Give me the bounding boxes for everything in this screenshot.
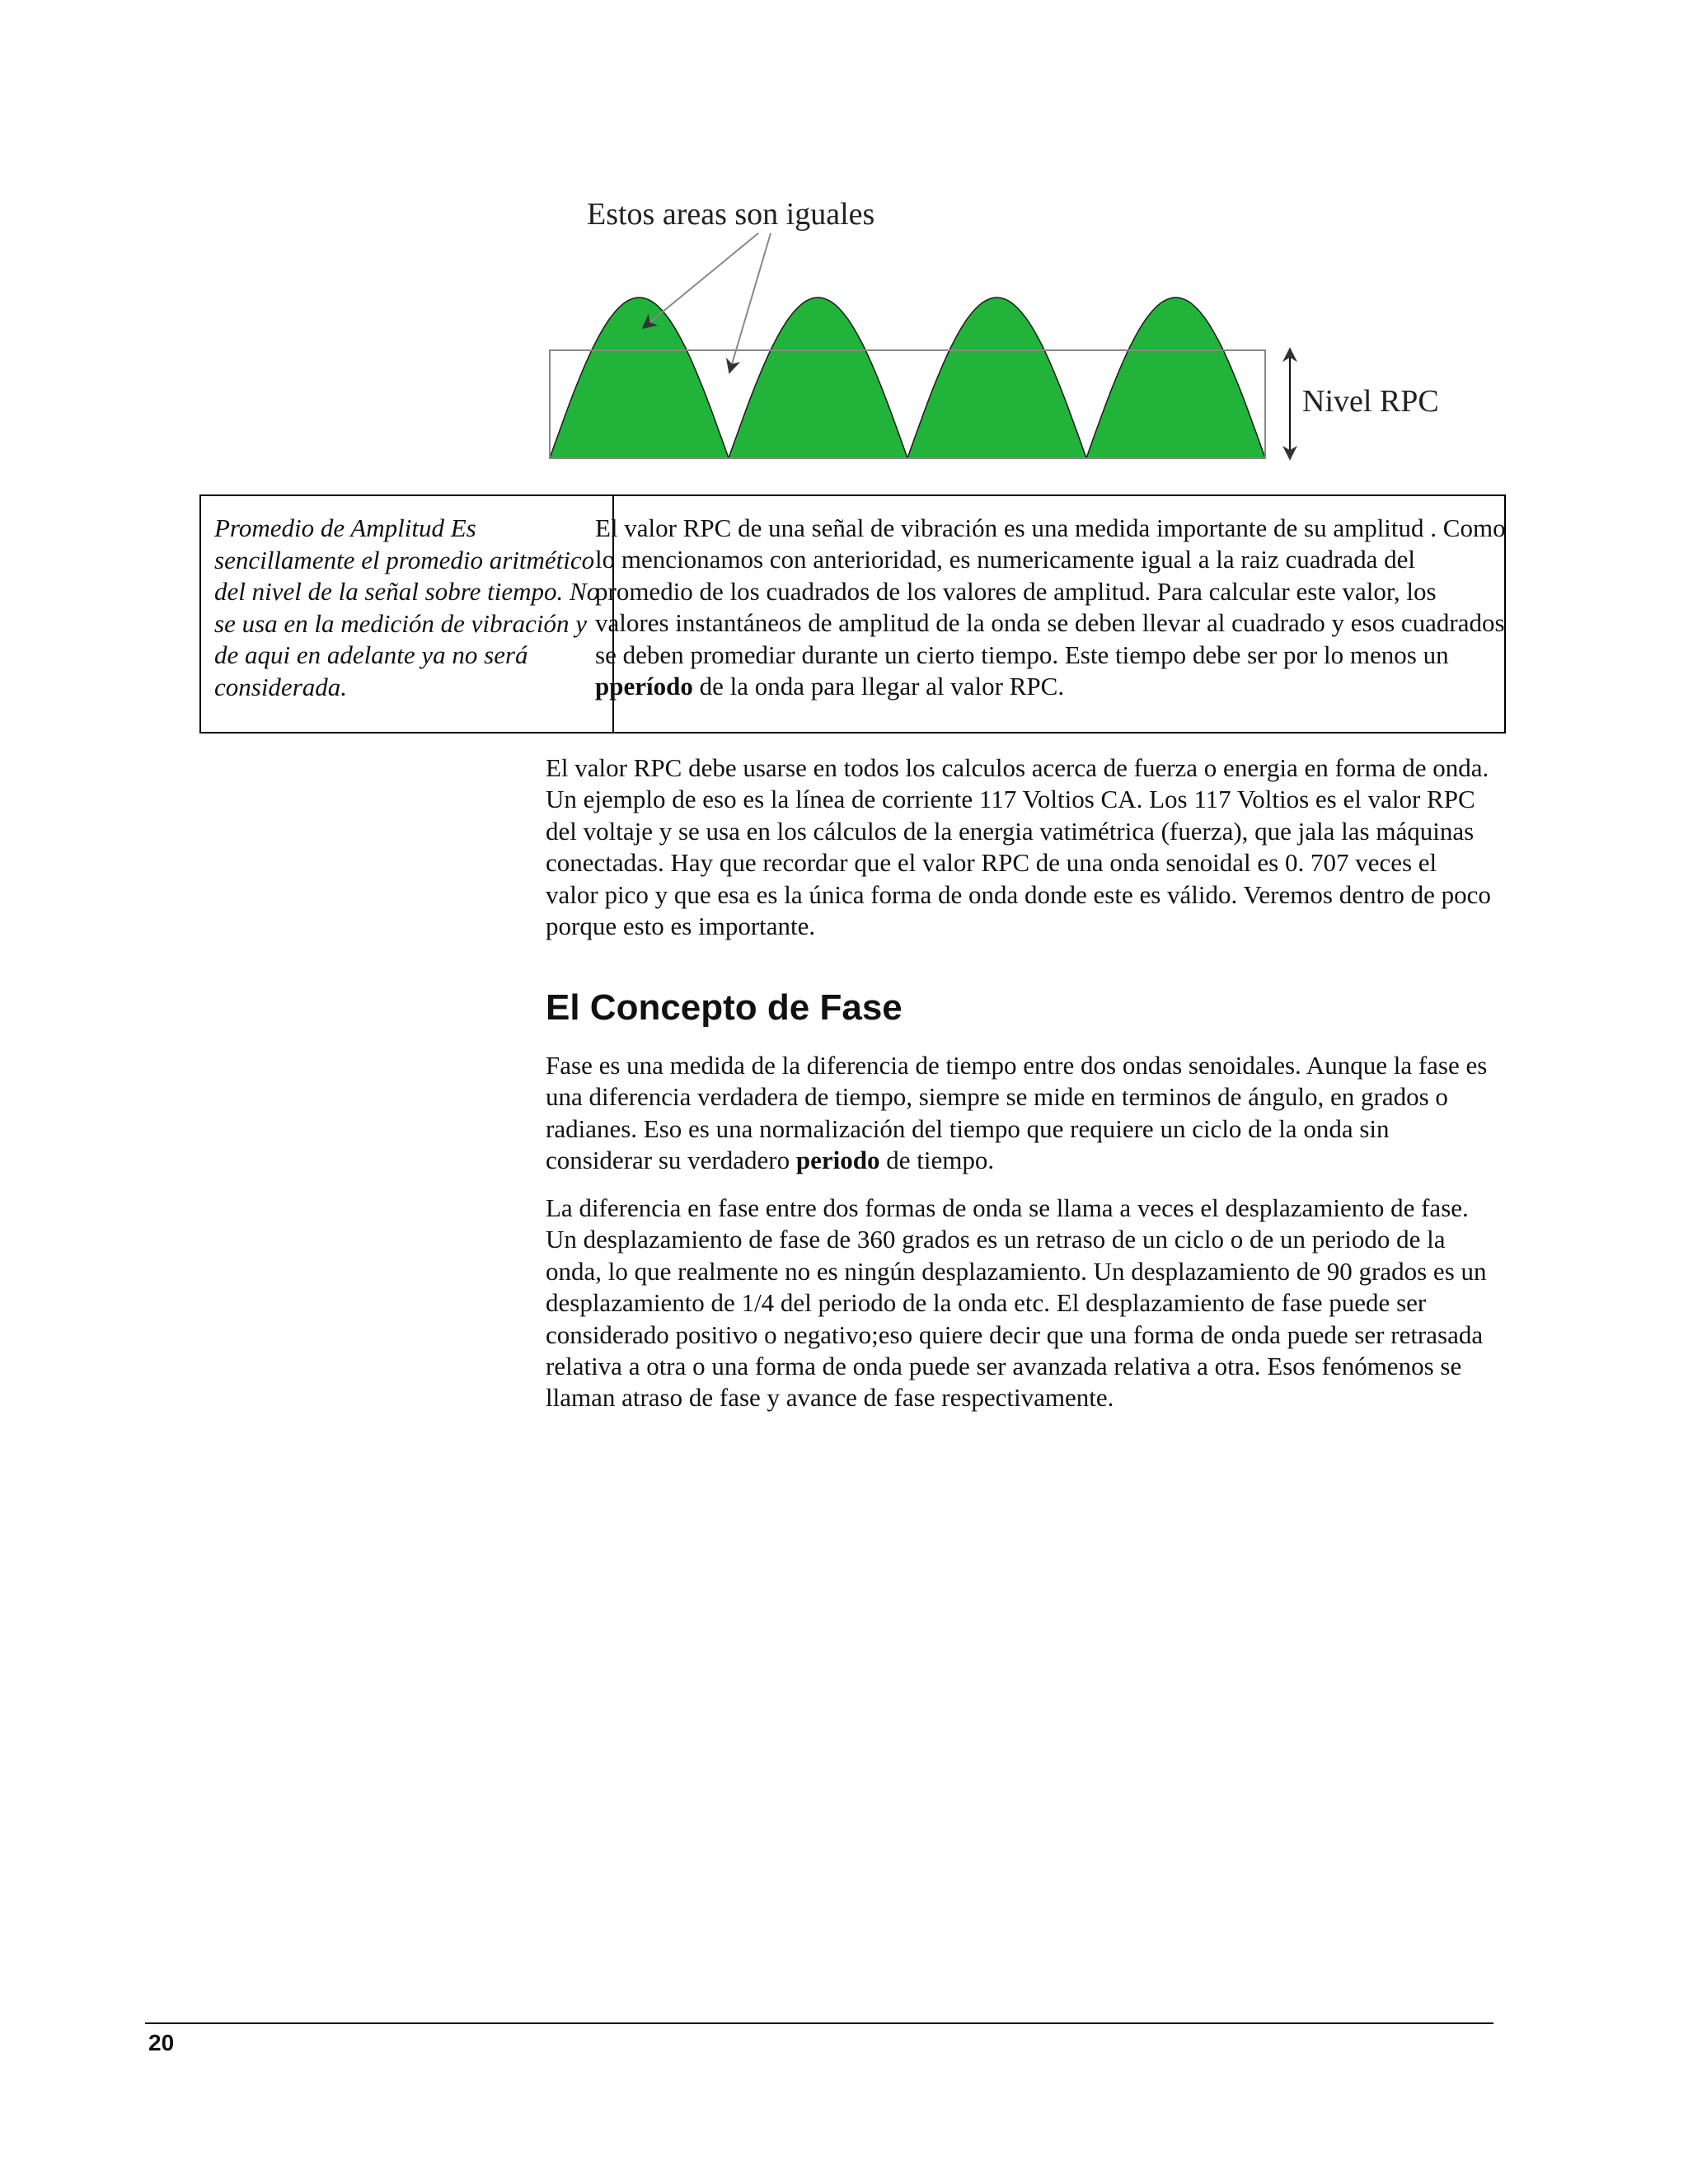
rpc-intro-text-end: de la onda para llegar al valor RPC.	[692, 672, 1065, 701]
phase-definition-text-end: de tiempo.	[879, 1146, 995, 1175]
rpc-usage-paragraph: El valor RPC debe usarse en todos los calculos acerca de fuerza o energia en forma de onda. Un ejemplo de eso es la línea de corriente 117 Voltios CA. Los 117 Voltios es el valor RPC del voltaje y se usa en los cálculos de la energia vatimétrica (fuerza), que jala las máquinas conectadas. Hay que recordar que el valor RPC de una onda senoidal es 0. 707 veces el valor pico y que esa es la única forma de onda donde este es válido. Veremos dentro de poco porque esto es importante.	[546, 753, 1491, 941]
sine-hump	[907, 298, 1086, 458]
rpc-intro-frame	[595, 494, 1506, 733]
phase-definition-paragraph	[546, 1050, 1493, 1177]
caption-pointer-left	[643, 233, 758, 328]
section-heading: El Concepto de Fase	[546, 987, 903, 1028]
sidebar-note: Promedio de Amplitud Es sencillamente el promedio aritmético del nivel de la señal sobre tiempo. No se usa en la medición de vibración y de aqui en adelante ya no será considerada.	[214, 513, 600, 701]
rpc-intro-paragraph	[595, 513, 1510, 702]
phase-shift-paragraph: La diferencia en fase entre dos formas de onda se llama a veces el desplazamiento de fase. Un desplazamiento de fase de 360 grados es un retraso de un ciclo o de un periodo de la onda, lo que realmente no es ningún desplazamiento. Un desplazamiento de 90 grados es un desplazamiento de 1/4 del periodo de la onda etc. El desplazamiento de fase puede ser considerado positivo o negativo;eso quiere decir que una forma de onda puede ser retrasada relativa a otra o una forma de onda puede ser avanzada relativa a otra. Esos fenómenos se llaman atraso de fase y avance de fase respectivamente.	[546, 1193, 1487, 1413]
page-number: 20	[148, 2030, 175, 2055]
sine-hump	[1086, 298, 1265, 458]
rpc-intro-text: El valor RPC de una señal de vibración es una medida importante de su amplitud . Como lo mencionamos con anterioridad, es numericamente igual a la raiz cuadrada del promedio de los cuadrados de los valores de amplitud. Para calcular este valor, los valores instantáneos de amplitud de la onda se deben llevar al cuadrado y esos cuadrados se deben promediar durante un cierto tiempo. Este tiempo debe ser por lo menos un	[595, 513, 1506, 669]
footer-rule	[145, 2022, 1493, 2024]
bold-term-period: pperíodo	[595, 672, 693, 701]
figure-caption: Estos areas son iguales	[587, 197, 875, 232]
sine-hump	[729, 298, 907, 458]
sine-hump	[550, 298, 729, 458]
bold-term-periodo: periodo	[795, 1146, 880, 1175]
rpc-level-figure	[0, 0, 1688, 494]
phase-definition-text: Fase es una medida de la diferencia de tiempo entre dos ondas senoidales. Aunque la fase es una diferencia verdadera de tiempo, siempre se mide en terminos de ángulo, en grados o radianes. Eso es una normalización del tiempo que requiere un ciclo de la onda sin considerar su verdadero	[546, 1051, 1488, 1175]
rectified-sine-humps	[550, 298, 1265, 458]
rpc-level-label: Nivel RPC	[1302, 384, 1439, 419]
caption-pointer-right	[729, 233, 771, 373]
